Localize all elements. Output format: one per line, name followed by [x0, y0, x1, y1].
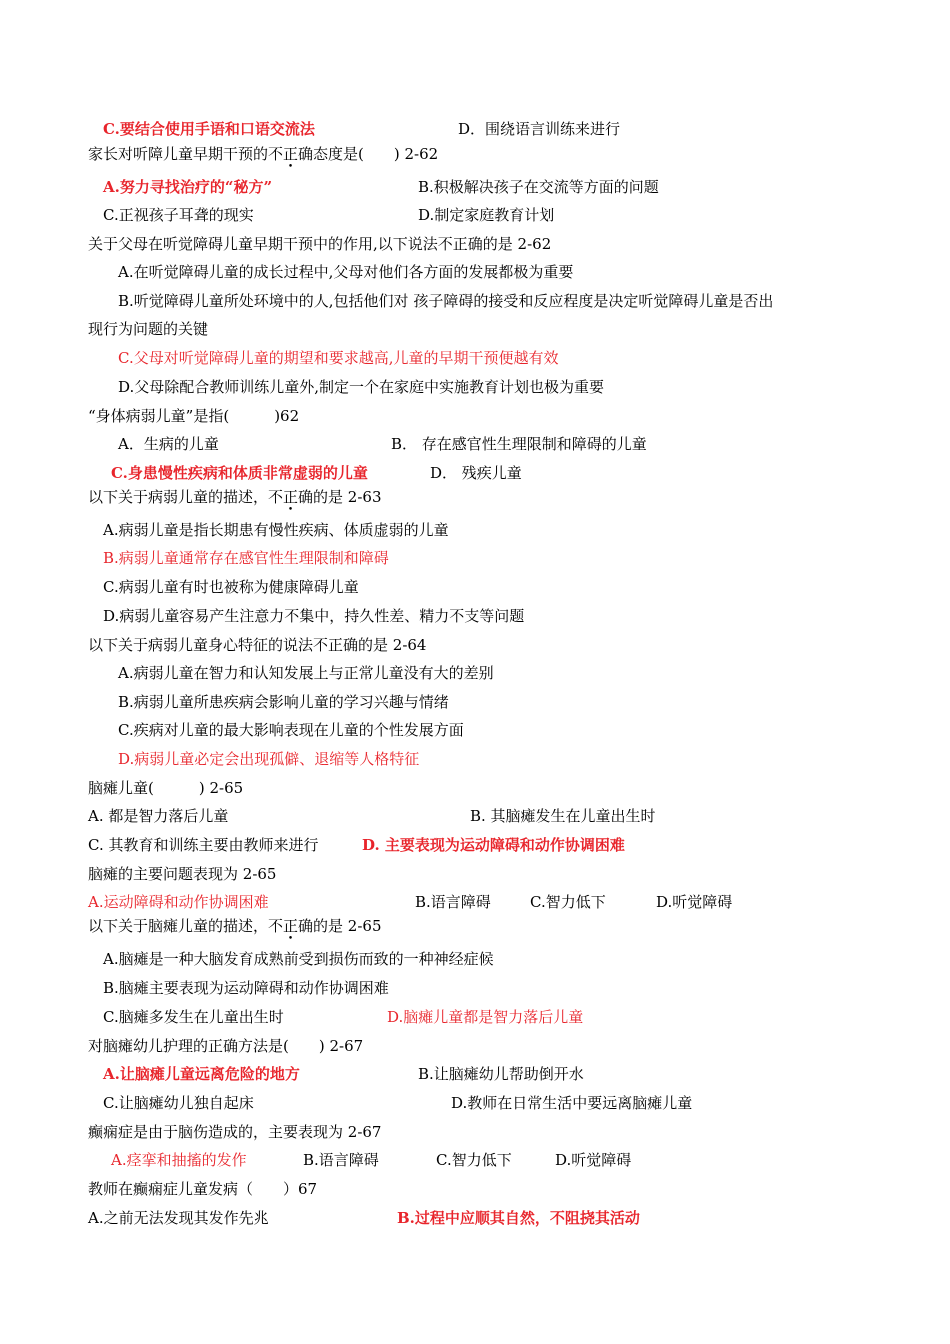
- q10-option-b: B.语言障碍: [303, 1151, 379, 1169]
- q4-stem-emphasis: 不正确: [268, 488, 314, 506]
- q11-stem: 教师在癫痫症儿童发病（ ）67: [88, 1180, 318, 1198]
- q7-option-a: A.运动障碍和动作协调困难: [88, 893, 269, 911]
- q6-option-c: C. 其教育和训练主要由教师来进行: [88, 836, 319, 854]
- q8-stem: [88, 916, 382, 936]
- q7-option-b: B.语言障碍: [415, 893, 491, 911]
- q3-option-c: C.身患慢性疾病和体质非常虚弱的儿童: [111, 464, 368, 482]
- q5-stem: 以下关于病弱儿童身心特征的说法不正确的是 2-64: [88, 636, 427, 654]
- q9-option-b: B.让脑瘫幼儿帮助倒开水: [418, 1065, 584, 1083]
- q3-option-a: A．生病的儿童: [118, 435, 219, 453]
- q8-option-c: C.脑瘫多发生在儿童出生时: [103, 1008, 284, 1026]
- q10-option-d: D.听觉障碍: [555, 1151, 632, 1169]
- q2-option-c: C.父母对听觉障碍儿童的期望和要求越高,儿童的早期干预便越有效: [118, 349, 559, 367]
- q7-option-d: D.听觉障碍: [656, 893, 733, 911]
- q5-option-d: D.病弱儿童必定会出现孤僻、退缩等人格特征: [118, 750, 420, 768]
- q8-option-b: B.脑瘫主要表现为运动障碍和动作协调困难: [103, 979, 389, 997]
- q3-option-b: B． 存在感官性生理限制和障碍的儿童: [391, 435, 647, 453]
- q1-stem-pre: 家长对听障儿童早期干预的: [88, 145, 269, 163]
- q9-option-d: D.教师在日常生活中要远离脑瘫儿童: [451, 1094, 693, 1112]
- q6-stem: 脑瘫儿童( ) 2-65: [88, 779, 244, 797]
- q10-option-c: C.智力低下: [436, 1151, 512, 1169]
- q1-option-b: B.积极解决孩子在交流等方面的问题: [418, 178, 659, 196]
- q1-option-a: A.努力寻找治疗的“秘方”: [103, 178, 273, 196]
- q11-option-a: A.之前无法发现其发作先兆: [88, 1209, 269, 1227]
- q9-option-a: A.让脑瘫儿童远离危险的地方: [103, 1065, 300, 1083]
- q4-stem-pre: 以下关于病弱儿童的描述，: [88, 488, 269, 506]
- q2-option-a: A.在听觉障碍儿童的成长过程中,父母对他们各方面的发展都极为重要: [118, 263, 574, 281]
- q0-option-c: C.要结合使用手语和口语交流法: [103, 120, 315, 138]
- q8-stem-post: 的是 2-65: [313, 917, 382, 935]
- q6-option-b: B. 其脑瘫发生在儿童出生时: [470, 807, 656, 825]
- q8-stem-pre: 以下关于脑瘫儿童的描述，: [88, 917, 269, 935]
- q8-stem-emphasis: 不正确: [268, 917, 314, 935]
- q7-stem: 脑瘫的主要问题表现为 2-65: [88, 865, 277, 883]
- q4-stem: [88, 487, 382, 507]
- q1-stem-emphasis: 不正确: [268, 145, 314, 163]
- q4-stem-post: 的是 2-63: [313, 488, 382, 506]
- q3-option-d: D． 残疾儿童: [430, 464, 522, 482]
- q2-option-b-line1: B.听觉障碍儿童所处环境中的人,包括他们对 孩子障碍的接受和反应程度是决定听觉障碍儿童是否出: [118, 292, 774, 310]
- q4-option-c: C.病弱儿童有时也被称为健康障碍儿童: [103, 578, 359, 596]
- q5-option-c: C.疾病对儿童的最大影响表现在儿童的个性发展方面: [118, 721, 464, 739]
- q3-stem: “身体病弱儿童”是指( )62: [88, 407, 300, 425]
- q11-option-b: B.过程中应顺其自然，不阻挠其活动: [397, 1209, 640, 1227]
- q6-option-a: A. 都是智力落后儿童: [88, 807, 229, 825]
- q9-option-c: C.让脑瘫幼儿独自起床: [103, 1094, 254, 1112]
- q6-option-d: D. 主要表现为运动障碍和动作协调困难: [362, 836, 625, 854]
- q7-option-c: C.智力低下: [530, 893, 606, 911]
- q0-option-d: D．围绕语言训练来进行: [458, 120, 621, 138]
- q8-option-a: A.脑瘫是一种大脑发育成熟前受到损伤而致的一种神经症候: [103, 950, 494, 968]
- q5-option-a: A.病弱儿童在智力和认知发展上与正常儿童没有大的差别: [118, 664, 494, 682]
- q4-option-d: D.病弱儿童容易产生注意力不集中，持久性差、精力不支等问题: [103, 607, 525, 625]
- q8-option-d: D.脑瘫儿童都是智力落后儿童: [387, 1008, 584, 1026]
- q1-stem: [88, 144, 438, 164]
- q2-stem: 关于父母在听觉障碍儿童早期干预中的作用,以下说法不正确的是 2-62: [88, 235, 552, 253]
- q1-option-d: D.制定家庭教育计划: [418, 206, 555, 224]
- q2-option-b-line2: 现行为问题的关键: [88, 320, 209, 338]
- q1-stem-post: 态度是( ) 2-62: [313, 145, 439, 163]
- q1-option-c: C.正视孩子耳聋的现实: [103, 206, 254, 224]
- q4-option-b: B.病弱儿童通常存在感官性生理限制和障碍: [103, 549, 389, 567]
- q2-option-d: D.父母除配合教师训练儿童外,制定一个在家庭中实施教育计划也极为重要: [118, 378, 605, 396]
- q10-stem: 癫痫症是由于脑伤造成的，主要表现为 2-67: [88, 1123, 382, 1141]
- q10-option-a: A.痉挛和抽搐的发作: [111, 1151, 247, 1169]
- q9-stem: 对脑瘫幼儿护理的正确方法是( ) 2-67: [88, 1037, 364, 1055]
- q5-option-b: B.病弱儿童所患疾病会影响儿童的学习兴趣与情绪: [118, 693, 449, 711]
- q4-option-a: A.病弱儿童是指长期患有慢性疾病、体质虚弱的儿童: [103, 521, 449, 539]
